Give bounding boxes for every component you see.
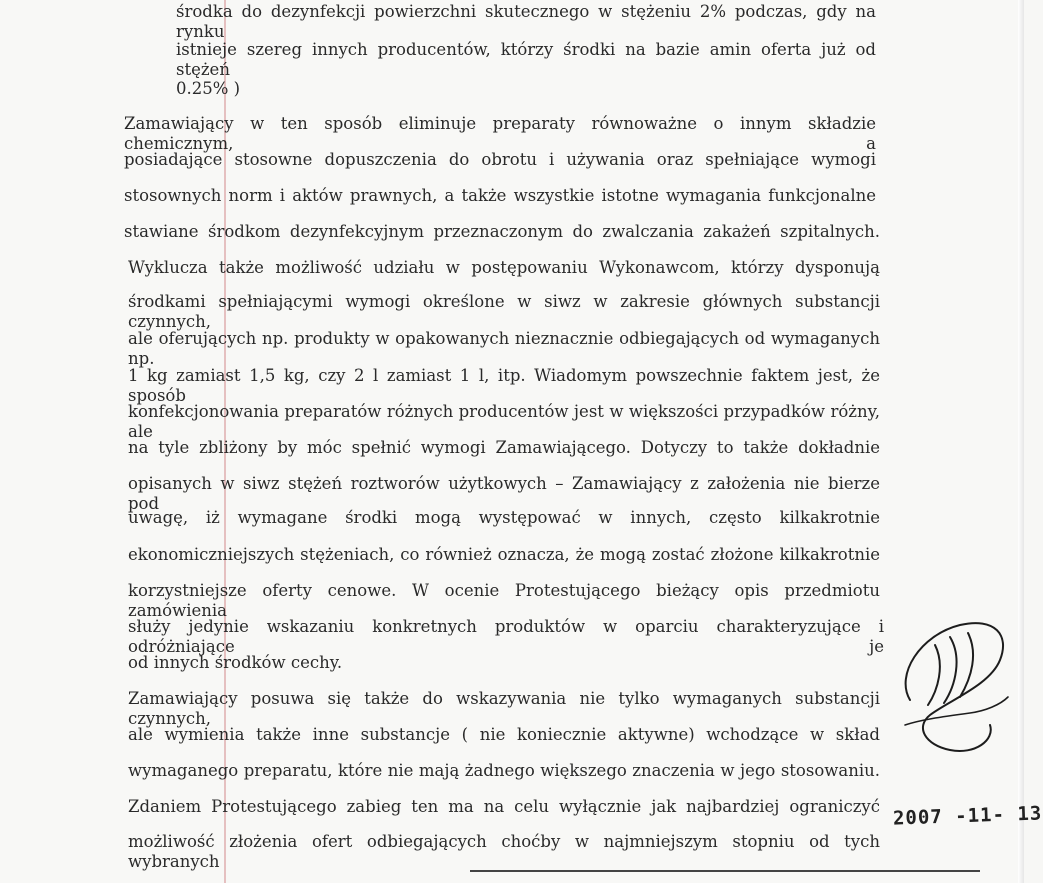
text-line: uwagę, iż wymagane środki mogą występować w innych, często kilkakrotnie bbox=[128, 508, 880, 527]
text-line: Zamawiający posuwa się także do wskazywania nie tylko wymaganych substancji czynnych, bbox=[128, 689, 880, 728]
text-line: od innych środków cechy. bbox=[128, 653, 343, 672]
text-line: środka do dezynfekcji powierzchni skutecznego w stężeniu 2% podczas, gdy na rynku bbox=[176, 2, 876, 41]
text-line: stawiane środkom dezynfekcyjnym przeznaczonym do zwalczania zakażeń szpitalnych. bbox=[124, 222, 880, 241]
text-line: stosownych norm i aktów prawnych, a także wszystkie istotne wymagania funkcjonalne bbox=[124, 186, 876, 205]
text-line: Wyklucza także możliwość udziału w postępowaniu Wykonawcom, którzy dysponują bbox=[128, 258, 880, 277]
text-line: ale oferujących np. produkty w opakowanych nieznacznie odbiegających od wymaganych np. bbox=[128, 329, 880, 368]
text-line: możliwość złożenia ofert odbiegających choćby w najmniejszym stopniu od tych wybranych bbox=[128, 832, 880, 871]
text-line: korzystniejsze oferty cenowe. W ocenie Protestującego bieżący opis przedmiotu zamówienia bbox=[128, 581, 880, 620]
text-line: istnieje szereg innych producentów, którzy środki na bazie amin oferta już od stężeń bbox=[176, 40, 876, 79]
text-line: 1 kg zamiast 1,5 kg, czy 2 l zamiast 1 l, itp. Wiadomym powszechnie faktem jest, że sposób bbox=[128, 366, 880, 405]
text-line: ale wymienia także inne substancje ( nie koniecznie aktywne) wchodzące w skład bbox=[128, 725, 880, 744]
text-line: Zamawiający w ten sposób eliminuje preparaty równoważne o innym składzie chemicznym, a bbox=[124, 114, 876, 153]
date-stamp: 2007 -11- 13 bbox=[892, 802, 1043, 830]
footer-rule bbox=[470, 870, 980, 872]
text-line: na tyle zbliżony by móc spełnić wymogi Zamawiającego. Dotyczy to także dokładnie bbox=[128, 438, 880, 457]
text-line: ekonomiczniejszych stężeniach, co również oznacza, że mogą zostać złożone kilkakrotnie bbox=[128, 545, 880, 564]
text-line: służy jedynie wskazaniu konkretnych produktów w oparciu charakteryzujące i odróżniające je bbox=[128, 617, 884, 656]
text-line: Zdaniem Protestującego zabieg ten ma na celu wyłącznie jak najbardziej ograniczyć bbox=[128, 797, 880, 816]
text-line: opisanych w siwz stężeń roztworów użytkowych – Zamawiający z założenia nie bierze pod bbox=[128, 474, 880, 513]
text-line: posiadające stosowne dopuszczenia do obrotu i używania oraz spełniające wymogi bbox=[124, 150, 876, 169]
text-line: środkami spełniającymi wymogi określone w siwz w zakresie głównych substancji czynnych, bbox=[128, 292, 880, 331]
handwritten-signature bbox=[890, 605, 1015, 775]
text-line: wymaganego preparatu, które nie mają żadnego większego znaczenia w jego stosowaniu. bbox=[128, 761, 880, 780]
text-line: konfekcjonowania preparatów różnych producentów jest w większości przypadków różny, ale bbox=[128, 402, 880, 441]
text-line: 0.25% ) bbox=[176, 79, 241, 98]
